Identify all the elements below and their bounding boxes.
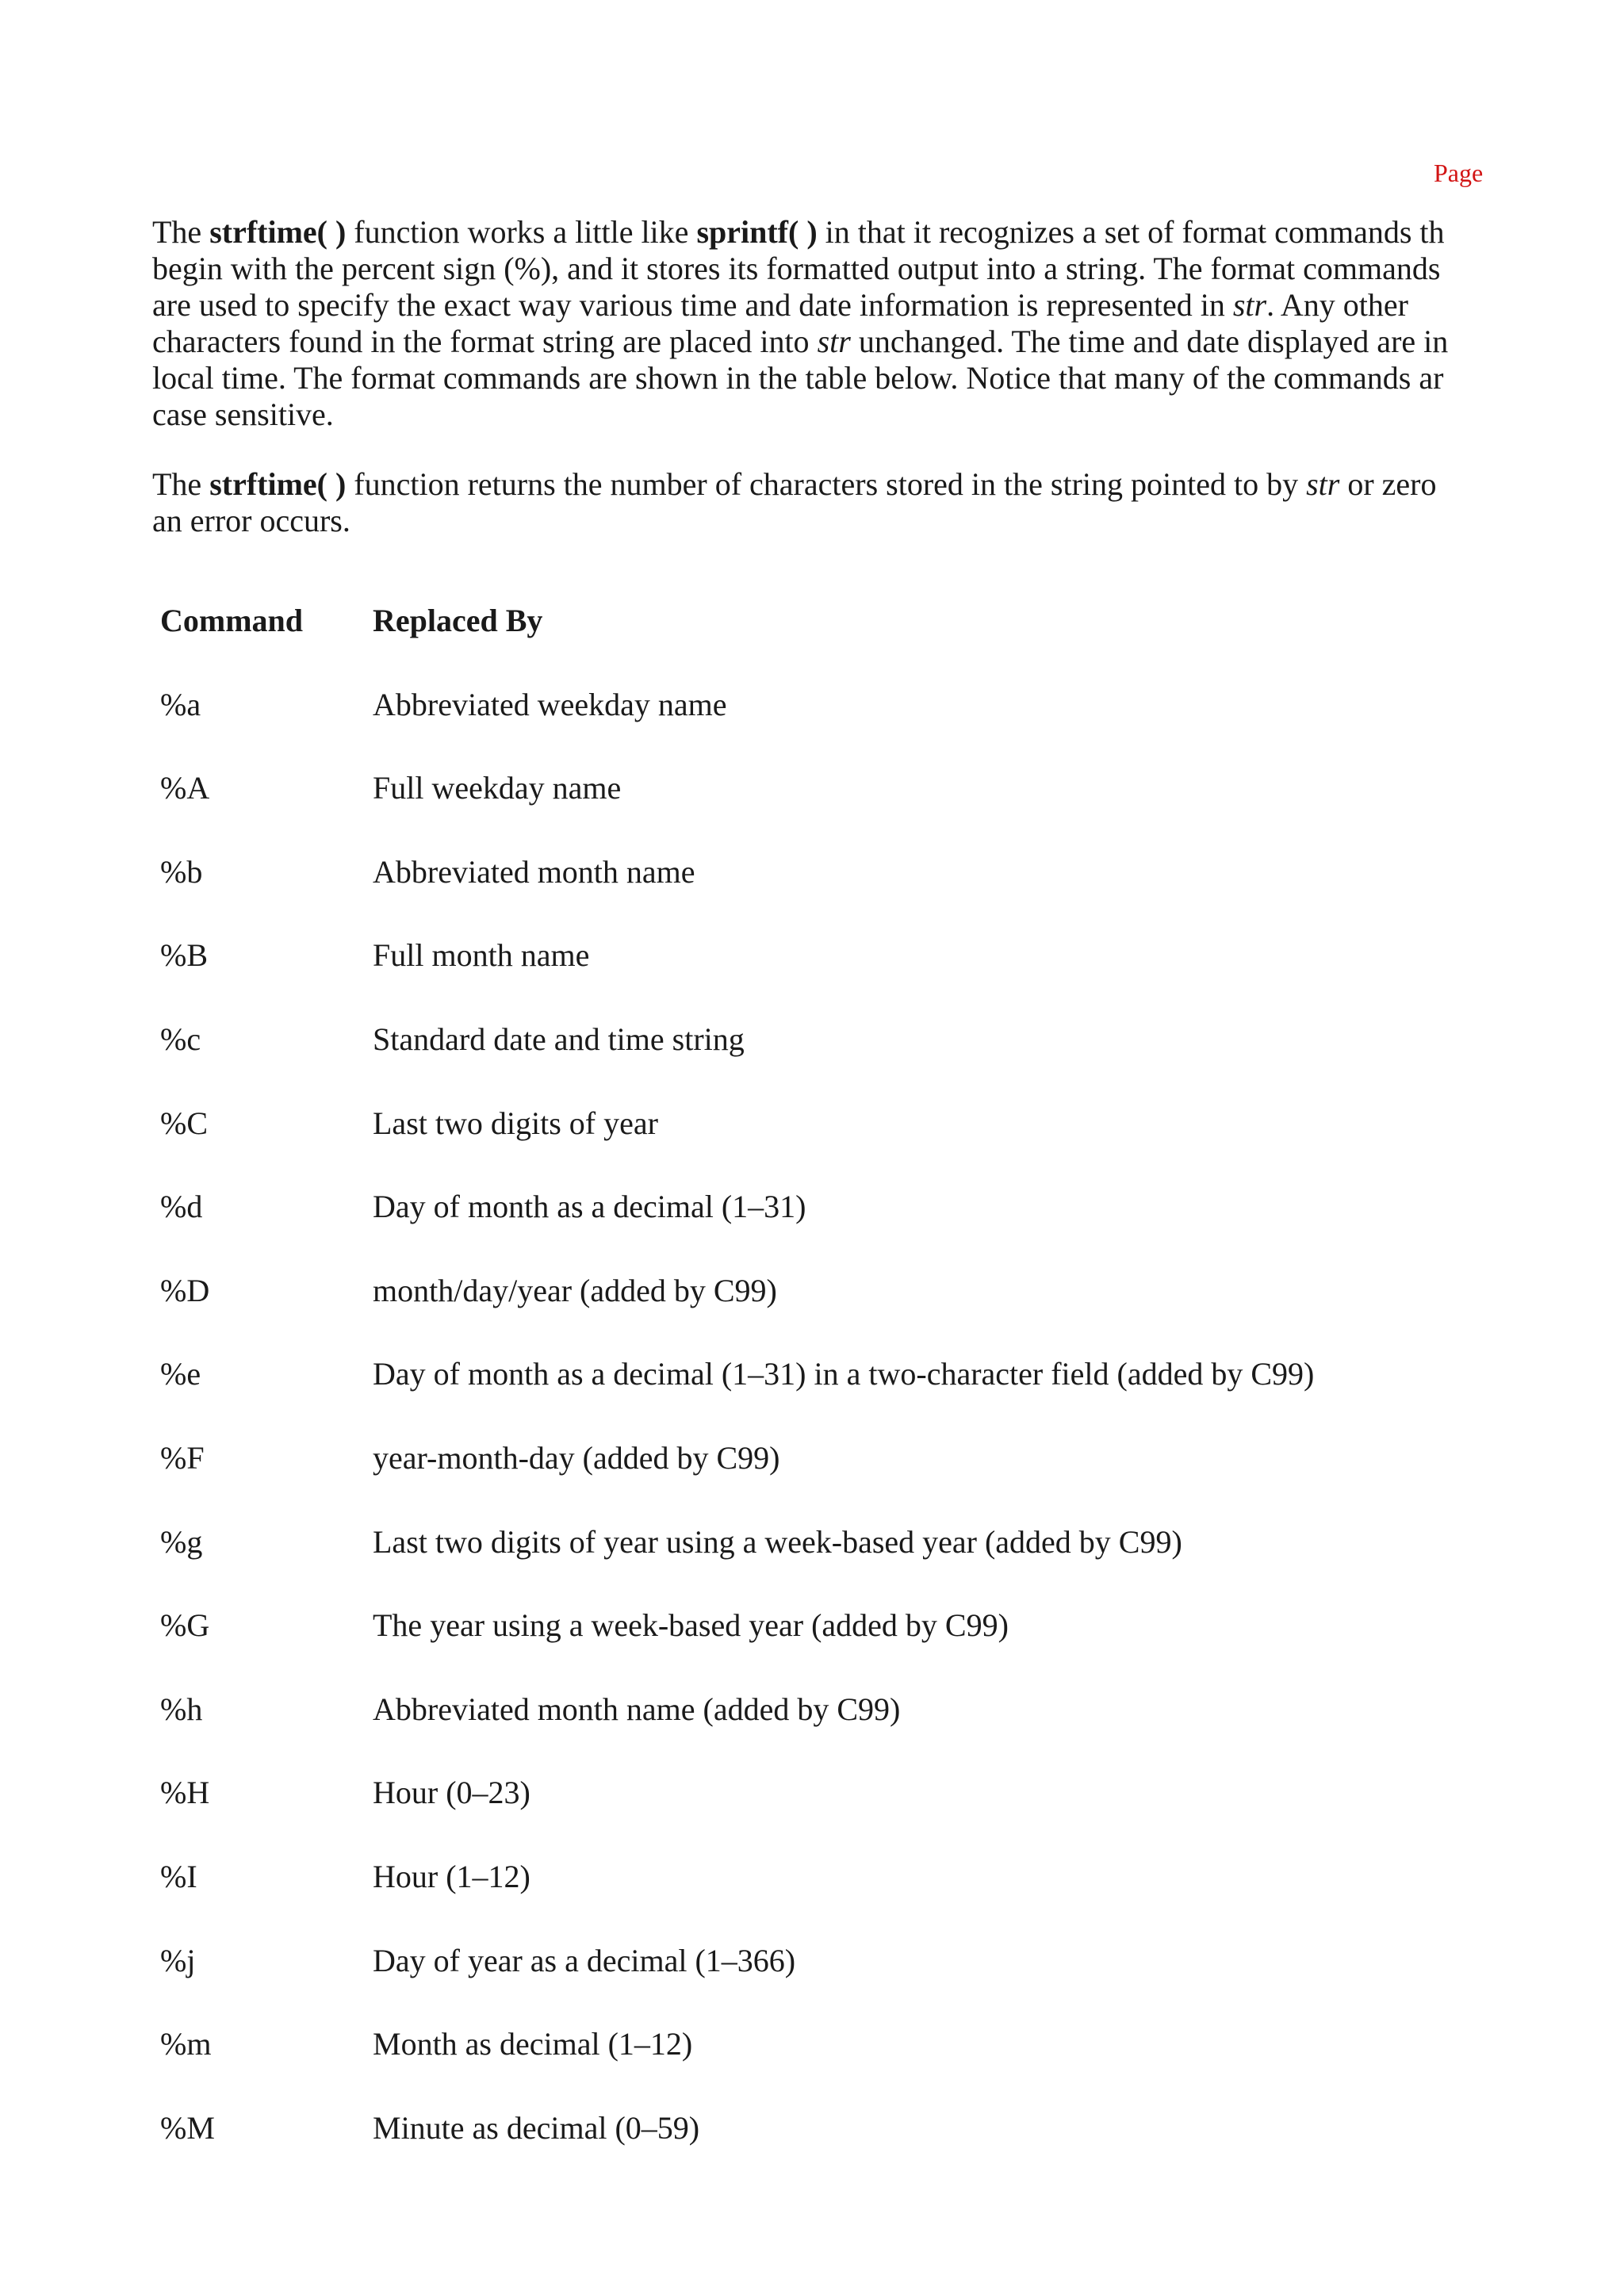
text-run: characters found in the format string are placed into [152, 324, 818, 359]
intro-paragraph [152, 214, 1484, 433]
paragraph-line [152, 324, 1484, 360]
document-body [152, 214, 1484, 539]
format-command: %G [160, 1607, 210, 1644]
table-row [160, 2020, 1477, 2104]
paragraph-line [152, 466, 1484, 503]
table-row [160, 1350, 1477, 1434]
format-command: %g [160, 1523, 203, 1560]
format-command: %I [160, 1858, 197, 1894]
text-run: or zero [1339, 466, 1437, 502]
format-commands-table [160, 596, 1477, 2187]
return-value-paragraph [152, 466, 1484, 539]
text-run: in that it recognizes a set of format commands th [817, 214, 1445, 250]
table-row [160, 1852, 1477, 1936]
table-header-row [160, 596, 1477, 680]
format-description: year-month-day (added by C99) [373, 1439, 780, 1476]
table-row [160, 764, 1477, 848]
text-run: are used to specify the exact way various time and date information is represented in [152, 287, 1233, 323]
table-row [160, 1182, 1477, 1266]
function-name-strftime: strftime( ) [209, 466, 347, 502]
format-description: Abbreviated weekday name [373, 686, 727, 722]
text-run: function works a little like [346, 214, 697, 250]
format-description: Last two digits of year using a week-based year (added by C99) [373, 1523, 1182, 1560]
format-description: Standard date and time string [373, 1021, 745, 1057]
format-description: Minute as decimal (0–59) [373, 2109, 700, 2146]
paragraph-line: local time. The format commands are shown in the table below. Notice that many of the commands ar [152, 360, 1444, 396]
format-description: Day of month as a decimal (1–31) in a two-character field (added by C99) [373, 1356, 1315, 1392]
format-description: Abbreviated month name [373, 853, 695, 890]
format-description: Hour (0–23) [373, 1775, 530, 1811]
format-description: Month as decimal (1–12) [373, 2026, 693, 2062]
format-command: %c [160, 1021, 201, 1057]
param-str: str [817, 324, 851, 359]
format-description: Full month name [373, 937, 590, 974]
table-row [160, 1099, 1477, 1183]
format-description: The year using a week-based year (added by C99) [373, 1607, 1009, 1644]
table-row [160, 848, 1477, 932]
paragraph-line: begin with the percent sign (%), and it stores its formatted output into a string. The format commands [152, 251, 1441, 286]
text-run: function returns the number of characters stored in the string pointed to by [346, 466, 1307, 502]
table-row [160, 1601, 1477, 1685]
table-row [160, 1685, 1477, 1769]
format-command: %j [160, 1942, 196, 1978]
paragraph-line: case sensitive. [152, 396, 334, 432]
format-command: %h [160, 1691, 203, 1727]
format-command: %B [160, 937, 208, 974]
column-header-replaced-by: Replaced By [373, 603, 543, 638]
format-command: %M [160, 2109, 215, 2146]
format-command: %b [160, 853, 203, 890]
column-header-command: Command [160, 603, 304, 638]
table-row [160, 2104, 1477, 2188]
paragraph-line [152, 214, 1484, 251]
table-row [160, 680, 1477, 764]
table-row [160, 1266, 1477, 1350]
format-description: Abbreviated month name (added by C99) [373, 1691, 901, 1727]
text-run: The [152, 214, 210, 250]
table-row [160, 1518, 1477, 1602]
format-command: %d [160, 1189, 203, 1225]
format-command: %H [160, 1775, 210, 1811]
param-str: str [1232, 287, 1267, 323]
text-run: . Any other [1266, 287, 1408, 323]
text-run: unchanged. The time and date displayed are in [850, 324, 1449, 359]
table-row [160, 1434, 1477, 1518]
table-row [160, 1936, 1477, 2020]
format-command: %e [160, 1356, 201, 1392]
param-str: str [1306, 466, 1340, 502]
paragraph-line: an error occurs. [152, 503, 350, 538]
format-description: Day of month as a decimal (1–31) [373, 1189, 806, 1225]
paragraph-line [152, 287, 1484, 324]
format-description: Hour (1–12) [373, 1858, 530, 1894]
format-command: %F [160, 1439, 205, 1476]
format-command: %a [160, 686, 201, 722]
format-command: %D [160, 1272, 210, 1308]
text-run: The [152, 466, 210, 502]
format-command: %m [160, 2026, 212, 2062]
page-label: Page [1434, 159, 1484, 187]
function-name-strftime: strftime( ) [209, 214, 347, 250]
format-description: Full weekday name [373, 770, 622, 806]
function-name-sprintf: sprintf( ) [696, 214, 818, 250]
table-row [160, 1015, 1477, 1099]
table-row [160, 931, 1477, 1015]
format-description: Day of year as a decimal (1–366) [373, 1942, 796, 1978]
table-row [160, 1768, 1477, 1852]
table-body [160, 680, 1477, 2188]
format-command: %A [160, 770, 210, 806]
format-command: %C [160, 1105, 208, 1141]
format-description: month/day/year (added by C99) [373, 1272, 777, 1308]
format-description: Last two digits of year [373, 1105, 658, 1141]
